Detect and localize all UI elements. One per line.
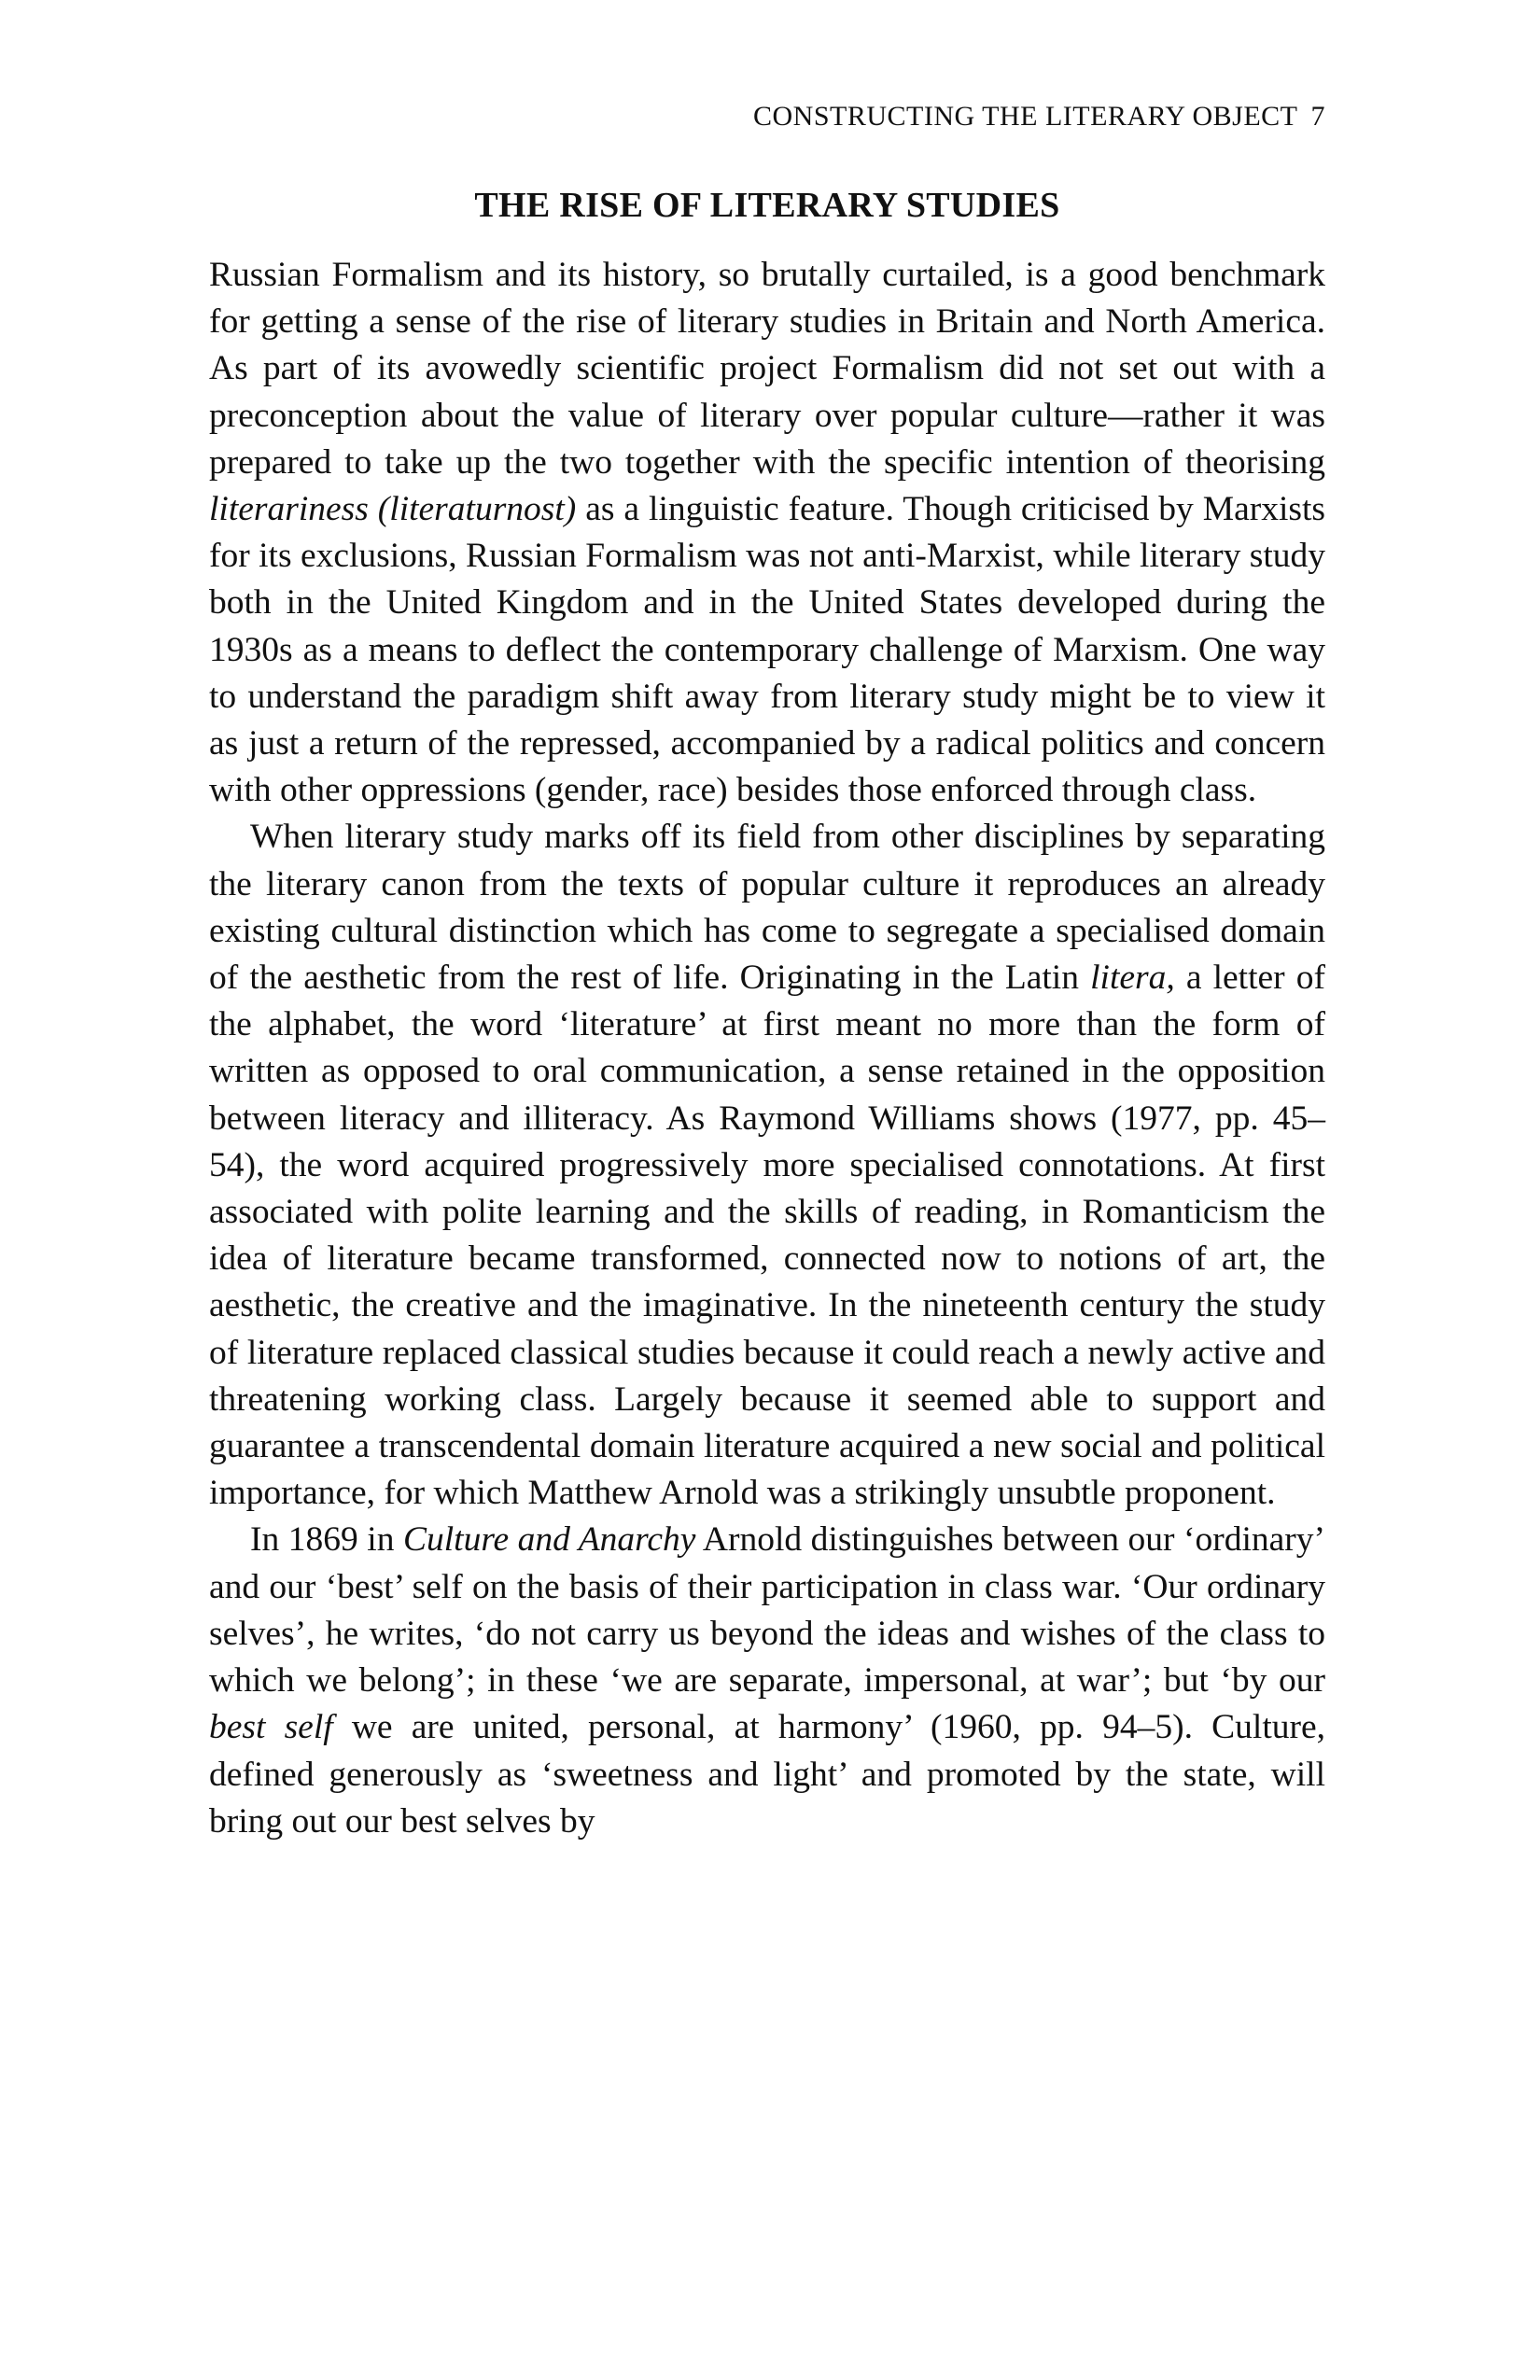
paragraph-text: In 1869 in — [250, 1520, 403, 1560]
paragraph-text: as a linguistic feature. Though criticised by Marxists for its exclusions, Russian Formalism was not anti-Marxist, while literary study both in the United Kingdom and in the United States developed during the 1930s as a means to deflect the contemporary challenge of Marxism. One way to understand the paradigm shift away from literary study might be to view it as just a return of the repressed, accompanied by a radical politics and concern with other oppressions (gender, race) besides those enforced through class. — [209, 490, 1325, 810]
running-head-title: CONSTRUCTING THE LITERARY OBJECT — [752, 101, 1298, 132]
body-text — [209, 252, 1325, 1845]
book-title: Culture and Anarchy — [402, 1520, 696, 1560]
page-number: 7 — [1310, 101, 1325, 132]
paragraph-text: When literary study marks off its field from other disciplines by separating the literary canon from the texts of popular culture it reproduces an already existing cultural distinction which has come to segregate a specialised domain of the aesthetic from the rest of life. Originating in the Latin — [209, 818, 1325, 998]
section-heading: THE RISE OF LITERARY STUDIES — [474, 186, 1060, 225]
paragraph-text: we are united, personal, at harmony’ (1960, pp. 94–5). Culture, defined generously as ‘sweetness and light’ and promoted by the state, will bring out our best selves by — [209, 1708, 1325, 1841]
italic-term: litera, — [1090, 959, 1175, 998]
paragraph — [209, 252, 1325, 814]
paragraph-text: a letter of the alphabet, the word ‘literature’ at first meant no more than the form of written as opposed to oral communication, a sense retained in the opposition between literacy and illiteracy. As Raymond Williams shows (1977, pp. 45–54), the word acquired progressively more specialised connotations. At first associated with polite learning and the skills of reading, in Romanticism the idea of literature became transformed, connected now to notions of art, the aesthetic, the creative and the imaginative. In the nineteenth century the study of literature replaced classical studies because it could reach a newly active and threatening working class. Largely because it seemed able to support and guarantee a transcendental domain literature acquired a new social and political importance, for which Matthew Arnold was a strikingly unsubtle proponent. — [209, 959, 1326, 1513]
book-page — [209, 0, 1325, 2380]
paragraph-text: Russian Formalism and its history, so brutally curtailed, is a good benchmark for getting a sense of the rise of literary studies in Britain and North America. As part of its avowedly scientific project Formalism did not set out with a preconception about the value of literary over popular culture—rather it was prepared to take up the two together with the specific intention of theorising — [209, 256, 1325, 482]
paragraph-text: Arnold distinguishes between our ‘ordinary’ and our ‘best’ self on the basis of their participation in class war. ‘Our ordinary selves’, he writes, ‘do not carry us beyond the ideas and wishes of the class to which we belong’; in these ‘we are separate, impersonal, at war’; but ‘by our — [209, 1520, 1325, 1701]
paragraph — [209, 1517, 1325, 1844]
running-head — [753, 101, 1325, 133]
italic-term: literariness (literaturnost) — [209, 490, 577, 529]
paragraph — [209, 814, 1325, 1517]
italic-term: best self — [209, 1708, 333, 1747]
